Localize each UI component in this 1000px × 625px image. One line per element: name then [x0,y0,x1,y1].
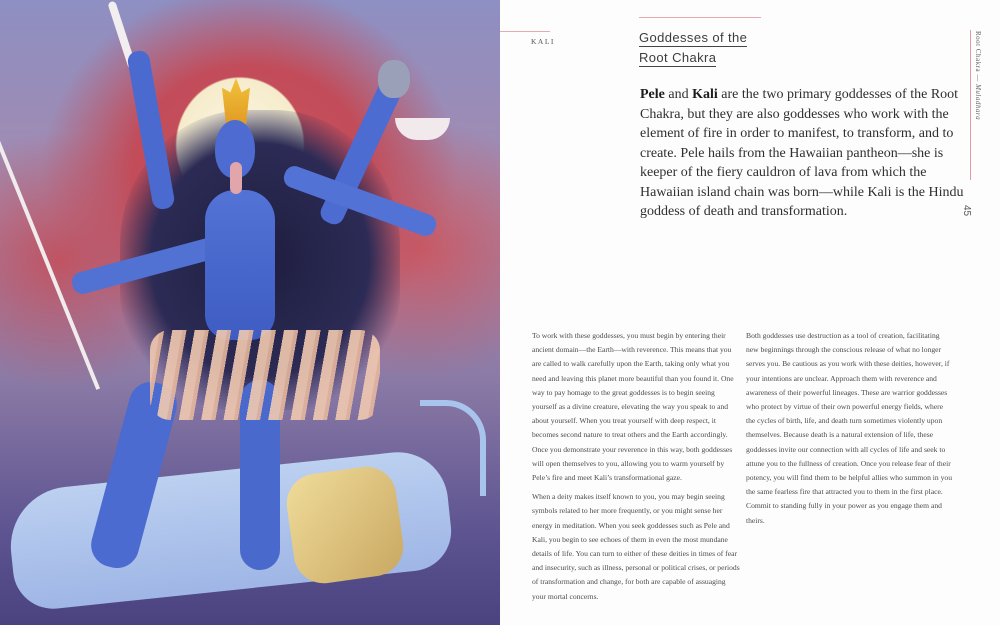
lead-bold-pele: Pele [640,87,665,102]
body-paragraph: Both goddesses use destruction as a tool of creation, facilitating new beginnings through the conscious release of what no longer serves you. Be cautious as you work with these deities, however, if your intentions are unclear. Approach them with reverence and awareness of their powerful lineages. These are warrior goddesses who protect by virtue of their own powerful energy fields, where the cycles of birth, life, and death turn sometimes violently upon themselves. Because death is a natural extension of life, these goddesses invite our connection with all cycles of life and seek to attune you to the fullness of creation. Once you release fear of their potency, you will find them to be helpful allies who summon in you the same fearless fire that attracted you to them in the first place. Commit to standing fully in your power as you engage them and theirs. [746,331,952,525]
title-accent-rule [639,17,761,18]
serpent-icon [420,400,486,496]
lead-bold-kali: Kali [692,87,718,102]
body-paragraph: To work with these goddesses, you must begin by entering their ancient domain—the Earth—with reverence. This means that you are called to walk carefully upon the Earth, taking only what you need and leaving this planet more beautiful than you found it. One way to pay homage to the great goddesses is to begin seeing yourself as a divine creature, elevating the way you speak to and about yourself. When you treat yourself with deep respect, it becomes second nature to treat others and the Earth accordingly. Once you demonstrate your reverence in this way, both goddesses will open themselves to you, allowing you to warm yourself by Pele’s fire and meet Kali’s transformational gaze. [532,331,734,483]
section-title-line-2: Root Chakra [639,50,717,65]
tiger-skin [283,463,407,587]
illustration-tongue [230,162,242,194]
side-chapter-label [974,31,982,120]
crown-icon [222,78,250,126]
side-accent-rule [970,30,971,180]
lead-and: and [664,87,693,102]
body-paragraph: When a deity makes itself known to you, you may begin seeing symbols related to her more frequently, or you might sense her energy in meditation. When you seek goddesses such as Pele and Kali, you begin to see echoes of them in even the most mundane details of life. You can turn to either of these deities in times of fear and insecurity, such as illness, personal or political crises, or periods of transformation and change, for both are capable of assuaging your mortal concerns. [532,492,740,601]
body-column-1 [532,329,740,609]
section-title-line-1: Goddesses of the [639,30,748,45]
severed-head [378,60,410,98]
side-label-italic: Muladhara [974,84,982,121]
lead-body: are the two primary goddesses of the Root Chakra, but they are also goddesses who work with the element of fire in order to manifest, to transform, and to create. Pele hails from the Hawaiian pantheon—she is keeper of the fiery cauldron of lava from which the Hawaiian island chain was born—while Kali is the Hindu goddess of death and transformation. [640,87,964,219]
accent-rule [500,31,550,32]
arm-skirt [150,330,380,420]
running-head: KALI [531,37,555,46]
lead-paragraph [640,85,970,222]
page-number: 45 [961,205,972,217]
skull-bowl [395,118,450,140]
illustration-torso [205,190,275,340]
side-label-text: Root Chakra — [974,31,982,85]
trident-icon [0,110,100,390]
body-column-2 [746,329,954,533]
section-title [639,28,747,68]
